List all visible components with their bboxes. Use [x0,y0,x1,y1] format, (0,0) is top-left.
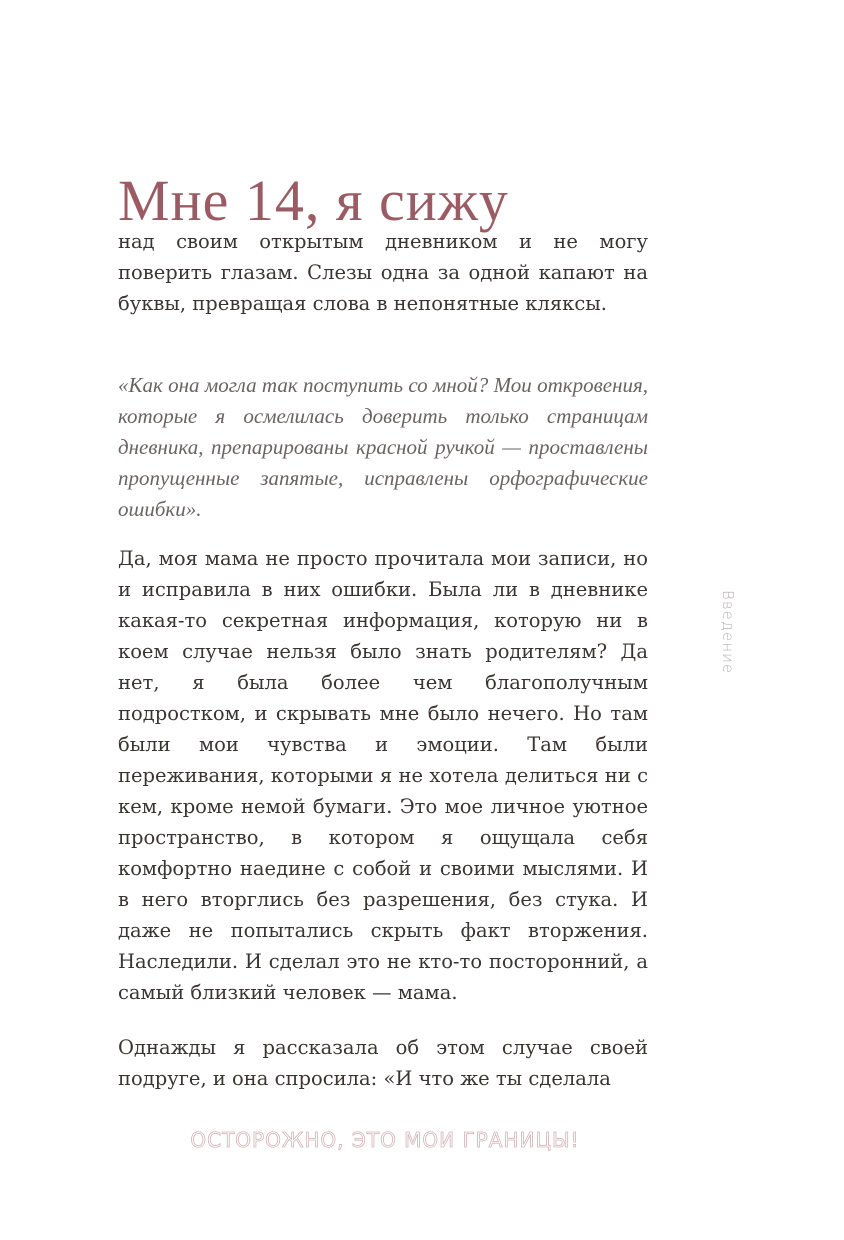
continuing-paragraph: Однажды я рассказала об этом случае своей подруге, и она спросила: «И что же ты сделала [118,1036,648,1090]
chapter-opening-heading: Мне 14, я сижу [118,168,509,233]
opening-paragraph: над своим открытым дневником и не могу поверить глазам. Слезы одна за одной капают на буквы, превращая слова в непонятные кляксы. [118,230,648,315]
section-side-label: Введение [719,590,737,675]
diary-quote: «Как она могла так поступить со мной? Мои откровения, которые я осмелилась доверить только страницам дневника, препарированы красной ручкой — проставлены пропущенные запятые, исправлены орфографические ошибки». [118,373,648,521]
body-paragraph: Да, моя мама не просто прочитала мои записи, но и исправила в них ошибки. Была ли в дневнике какая-то секретная информация, которую ни в коем случае нельзя было знать родителям? Да нет, я была более чем благополучным подростком, и скрывать мне было нечего. Но там были мои чувства и эмоции. Там были переживания, которыми я не хотела делиться ни с кем, кроме немой бумаги. Это мое личное уютное пространство, в котором я ощущала себя комфортно наедине с собой и своими мыслями. И в него вторглись без разрешения, без стука. И даже не попытались скрыть факт вторжения. Наследили. И сделал это не кто-то посторонний, а самый близкий человек — мама. [118,547,648,1004]
running-footer-title: ОСТОРОЖНО, ЭТО МОИ ГРАНИЦЫ! [190,1128,580,1152]
